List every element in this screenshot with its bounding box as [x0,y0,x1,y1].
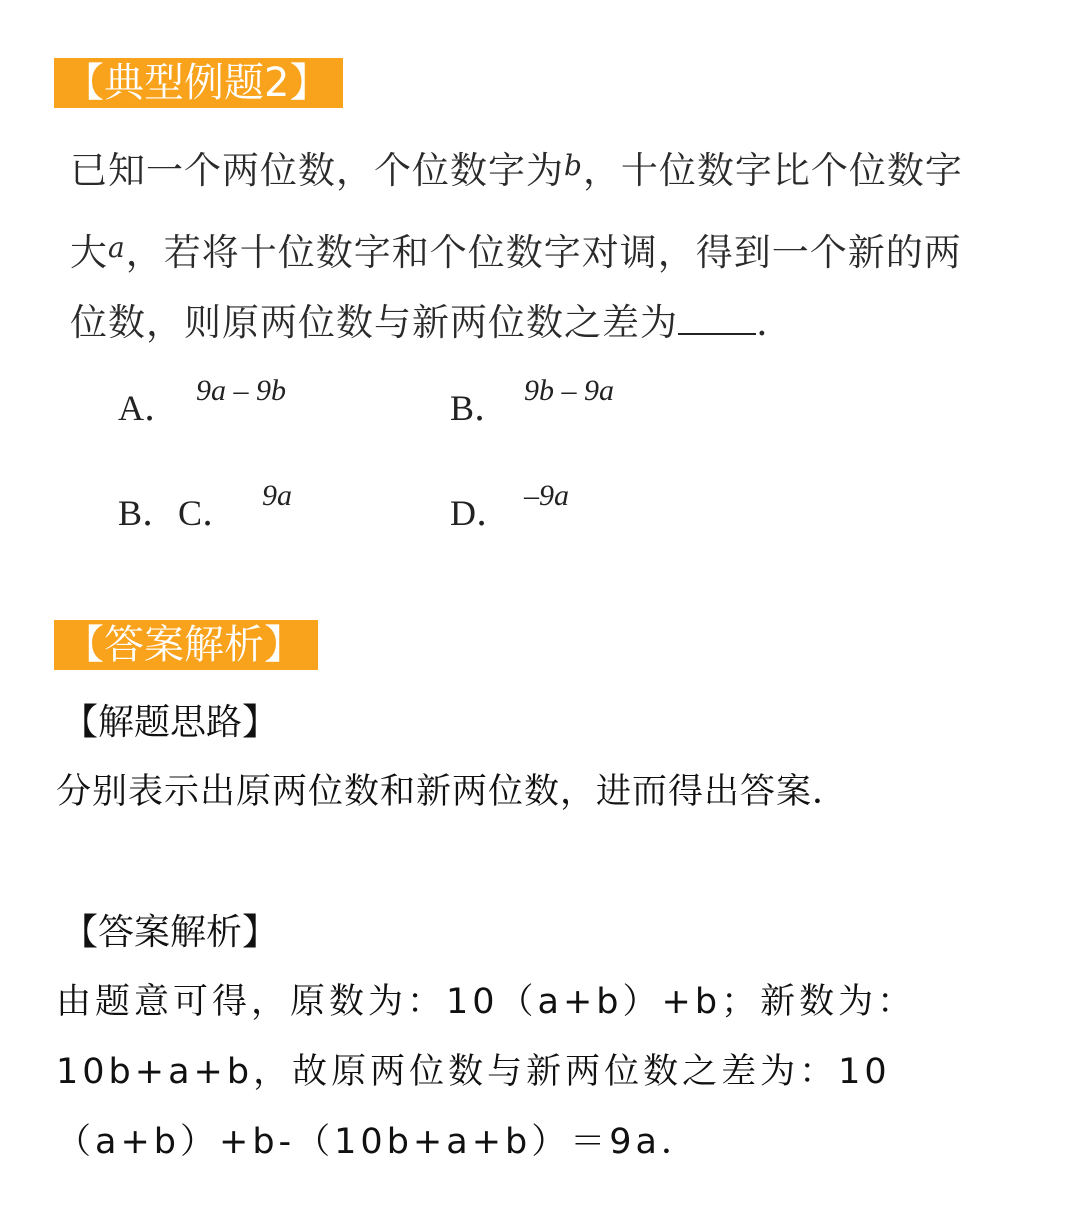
option-c-label: B．C． [118,493,239,533]
answer-blank [678,303,756,335]
question-text: ，十位数字比个位数字 [582,149,963,192]
option-d-label: D． [450,493,512,533]
variable-b: b [564,149,583,182]
question-text: 已知一个两位数，个位数字为 [70,149,564,192]
option-a-label: A． [118,388,180,428]
variable-a: a [108,231,126,264]
option-a-expression: 9a – 9b [196,374,286,407]
option-d-expression: –9a [524,479,569,512]
analysis-line-2: 10b+a+b，故原两位数与新两位数之差为：10 [56,1052,891,1092]
example-tag: 【典型例题2】 [54,58,343,108]
answer-tag: 【答案解析】 [54,620,318,670]
idea-text: 分别表示出原两位数和新两位数，进而得出答案． [56,772,849,812]
question-text: 大 [70,231,108,274]
analysis-line-3: （a+b）+b-（10b+a+b）＝9a． [56,1122,700,1162]
idea-heading: 【解题思路】 [62,702,279,743]
question-text: 位数，则原两位数与新两位数之差为 [70,301,678,344]
question-line-1 [70,140,963,194]
analysis-heading: 【答案解析】 [62,912,279,953]
question-line-2 [70,222,962,276]
option-b-expression: 9b – 9a [524,374,614,407]
option-c-expression: 9a [262,479,292,512]
option-b-label: B． [450,388,511,428]
question-text: ，若将十位数字和个位数字对调，得到一个新的两 [125,231,962,274]
question-period: . [756,301,769,344]
analysis-line-1: 由题意可得，原数为：10（a+b）+b；新数为： [56,982,917,1022]
question-line-3 [70,292,769,346]
